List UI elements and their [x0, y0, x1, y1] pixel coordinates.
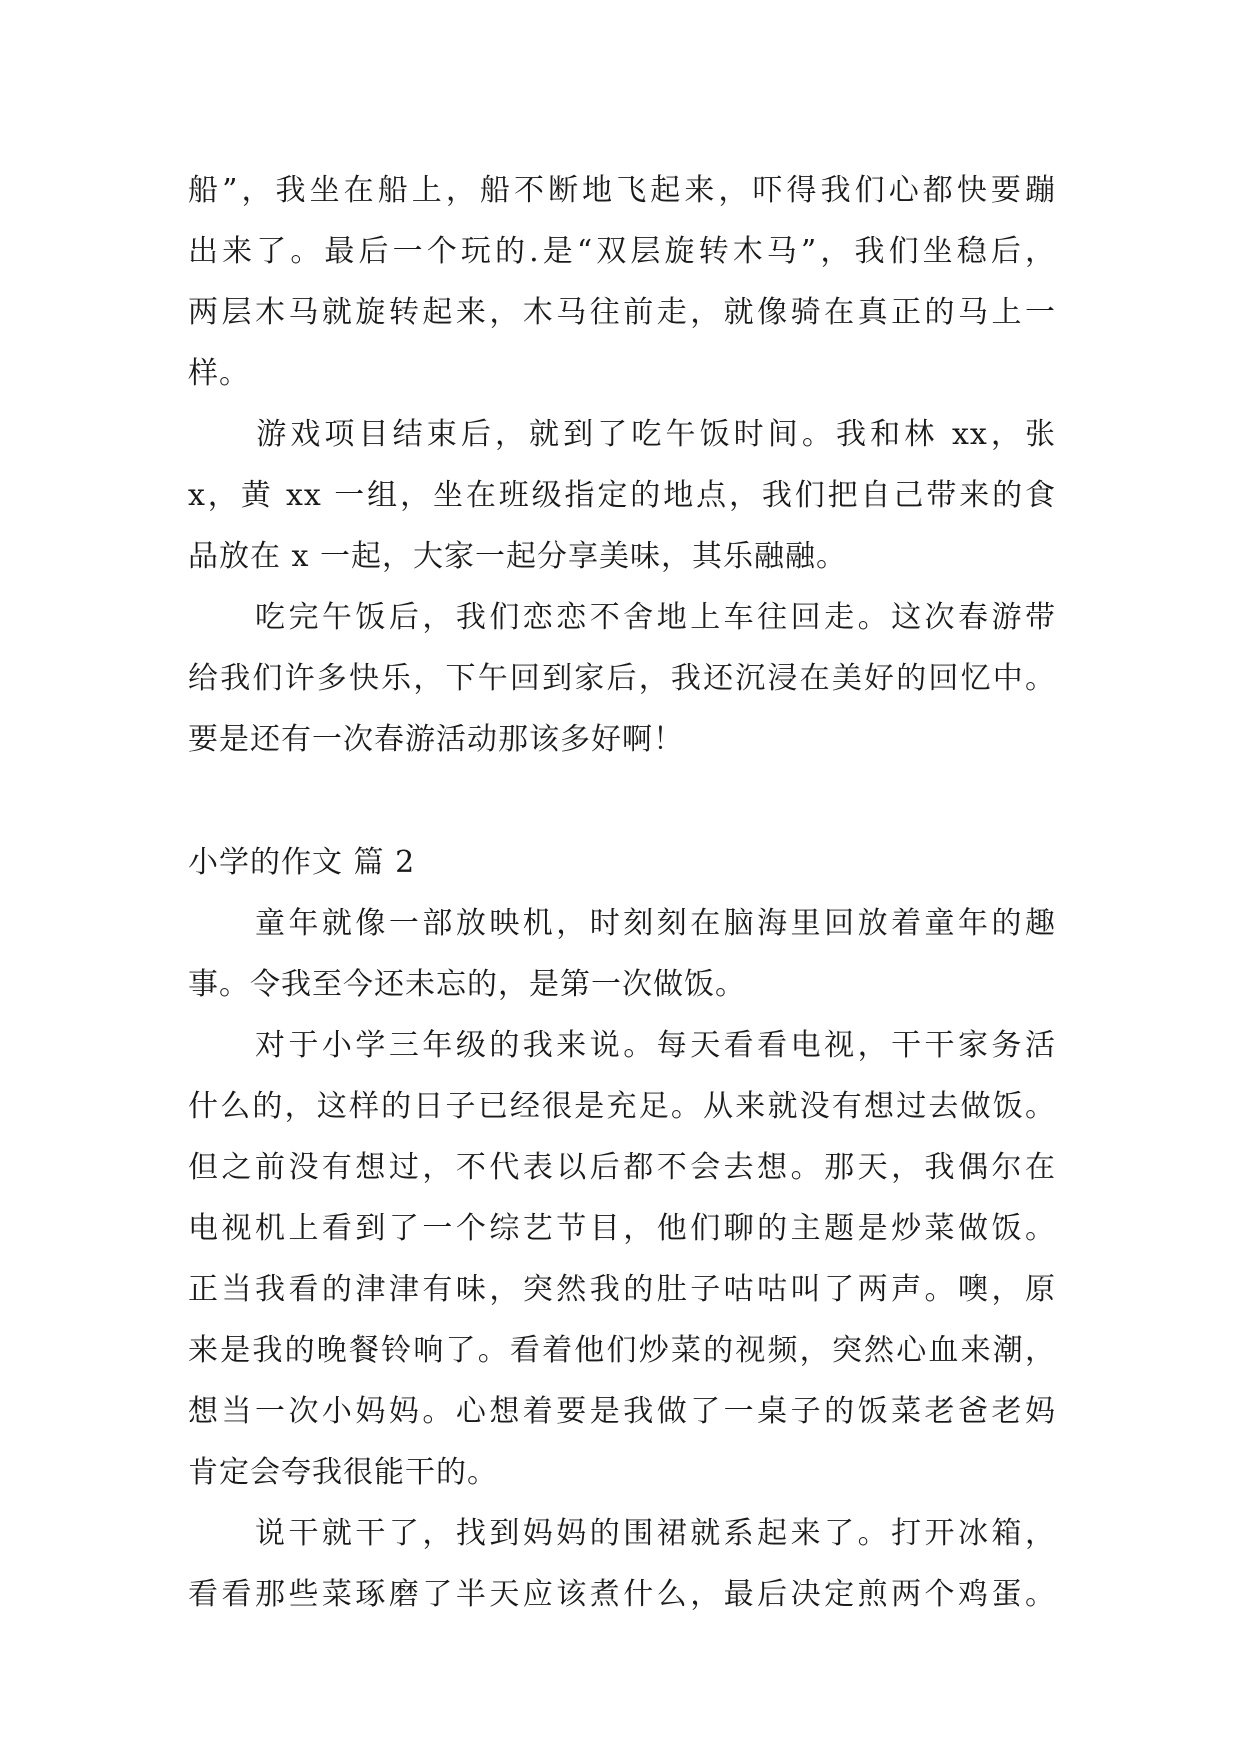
- text-line: 来是我的晚餐铃响了。看着他们炒菜的视频，突然心血来潮，: [188, 1333, 1056, 1368]
- text-line: 电视机上看到了一个综艺节目，他们聊的主题是炒菜做饭。: [188, 1211, 1056, 1246]
- paragraph-1: [188, 160, 1056, 404]
- text-line: x，黄 xx 一组，坐在班级指定的地点，我们把自己带来的食: [188, 478, 1056, 513]
- text-line: 游戏项目结束后，就到了吃午饭时间。我和林 xx，张: [188, 417, 1056, 452]
- paragraph-4: [188, 893, 1056, 1015]
- document-body: [188, 160, 1056, 1625]
- text-line: 要是还有一次春游活动那该多好啊！: [188, 722, 684, 757]
- text-line: 但之前没有想过，不代表以后都不会去想。那天，我偶尔在: [188, 1150, 1056, 1185]
- text-line: 两层木马就旋转起来，木马往前走，就像骑在真正的马上一: [188, 295, 1056, 330]
- text-line: 品放在 x 一起，大家一起分享美味，其乐融融。: [188, 539, 847, 574]
- text-line: 给我们许多快乐，下午回到家后，我还沉浸在美好的回忆中。: [188, 661, 1056, 696]
- section-gap: [188, 770, 1056, 832]
- section-title: 小学的作文 篇 2: [188, 845, 416, 880]
- text-line: 肯定会夸我很能干的。: [188, 1455, 498, 1490]
- paragraph-2: [188, 404, 1056, 587]
- text-line: 对于小学三年级的我来说。每天看看电视，干干家务活: [188, 1028, 1056, 1063]
- text-line: 事。令我至今还未忘的，是第一次做饭。: [188, 967, 746, 1002]
- paragraph-6: [188, 1503, 1056, 1625]
- text-line: 船”，我坐在船上，船不断地飞起来，吓得我们心都快要蹦: [188, 173, 1056, 208]
- paragraph-3: [188, 587, 1056, 770]
- text-line: 出来了。最后一个玩的.是“双层旋转木马”，我们坐稳后，: [188, 234, 1056, 269]
- text-line: 看看那些菜琢磨了半天应该煮什么，最后决定煎两个鸡蛋。: [188, 1577, 1056, 1612]
- text-line: 吃完午饭后，我们恋恋不舍地上车往回走。这次春游带: [188, 600, 1056, 635]
- text-line: 想当一次小妈妈。心想着要是我做了一桌子的饭菜老爸老妈: [188, 1394, 1056, 1429]
- text-line: 什么的，这样的日子已经很是充足。从来就没有想过去做饭。: [188, 1089, 1056, 1124]
- text-line: 说干就干了，找到妈妈的围裙就系起来了。打开冰箱，: [188, 1516, 1056, 1551]
- text-line: 童年就像一部放映机，时刻刻在脑海里回放着童年的趣: [188, 906, 1056, 941]
- paragraph-5: [188, 1015, 1056, 1503]
- text-line: 样。: [188, 356, 250, 391]
- text-line: 正当我看的津津有味，突然我的肚子咕咕叫了两声。噢，原: [188, 1272, 1056, 1307]
